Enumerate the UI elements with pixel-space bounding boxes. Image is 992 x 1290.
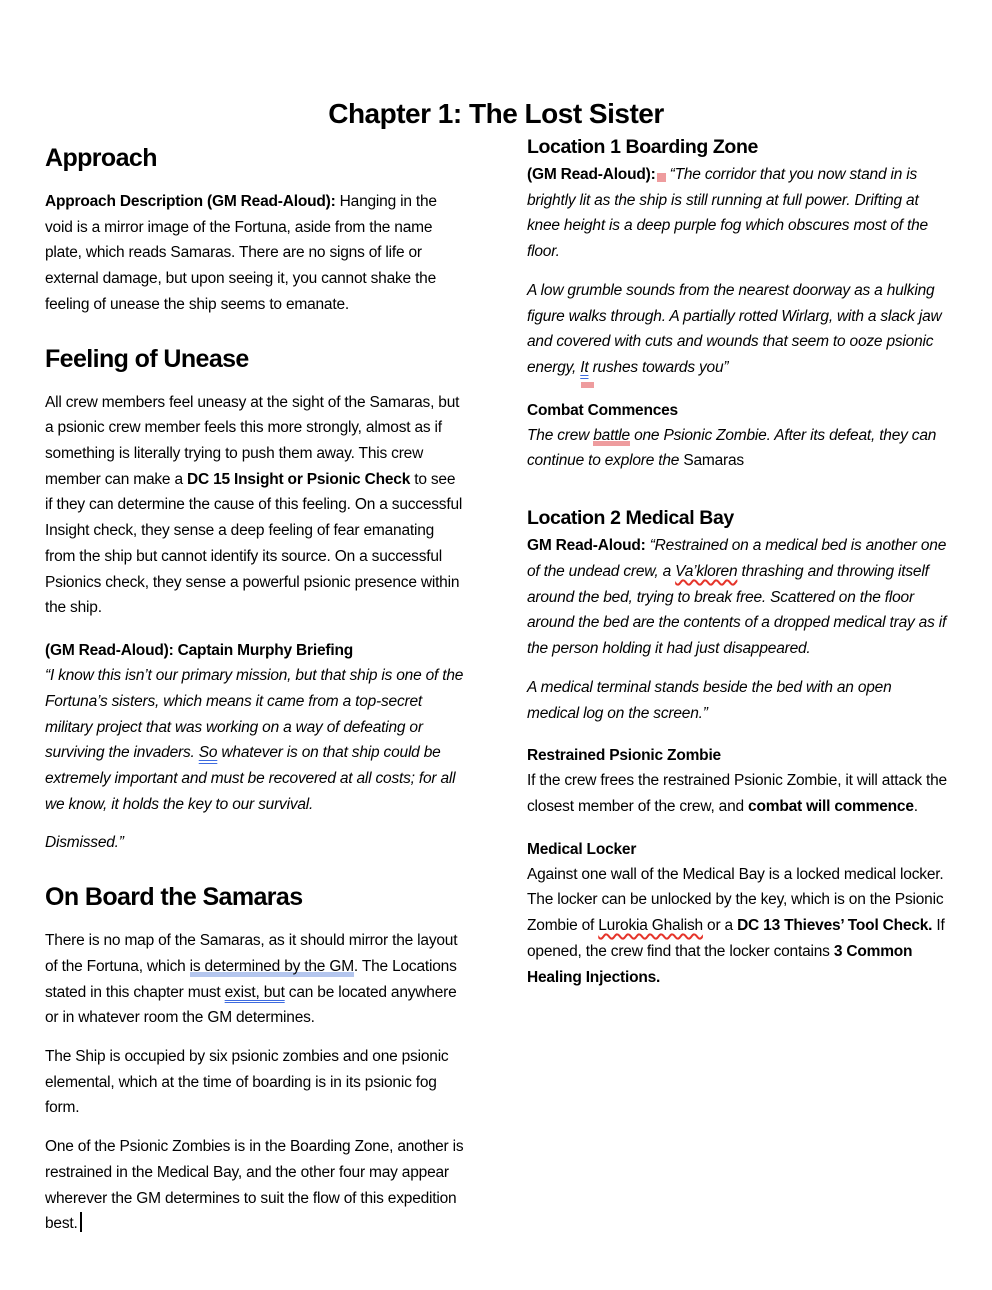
heading-location-1-boarding-zone: Location 1 Boarding Zone xyxy=(527,136,758,158)
grammar-suggestion-it[interactable] xyxy=(580,355,588,381)
spellcheck-lurokia-ghalish[interactable]: Lurokia Ghalish xyxy=(598,917,703,935)
heading-medical-locker: Medical Locker xyxy=(527,840,637,858)
combat-paragraph xyxy=(527,423,947,474)
location1-readaloud-text-2: A low grumble sounds from the nearest doorway as a hulking figure walks through. A partially rotted Wirlarg, with a slack jaw and covered with cuts and wounds that seem to ooze psionic energy, xyxy=(527,281,942,377)
combat-text-samaras: Samaras xyxy=(683,452,744,470)
briefing-text-2: whatever is on that ship could be extremely important and must be recovered at all costs; for all we know, it holds the key to our survival. xyxy=(45,744,456,813)
restrained-text-1: If the crew frees the restrained Psionic Zombie, it will attack the closest member of the crew, and xyxy=(527,772,947,815)
suggestion-marker[interactable] xyxy=(581,382,594,388)
combat-will-commence-text: combat will commence xyxy=(748,797,914,815)
healing-injections-text: 3 Common Healing Injections. xyxy=(527,942,913,986)
right-column xyxy=(527,136,947,1250)
heading-captain-murphy-briefing: (GM Read-Aloud): Captain Murphy Briefing xyxy=(45,642,354,660)
unease-paragraph xyxy=(45,390,465,621)
locker-text-3: If opened, the crew find that the locker contains xyxy=(527,917,945,960)
heading-restrained-psionic-zombie: Restrained Psionic Zombie xyxy=(527,747,721,765)
two-column-layout xyxy=(0,136,992,1250)
briefing-paragraph xyxy=(45,663,465,817)
unease-text-1: All crew members feel uneasy at the sight of the Samaras, but a psionic crew member feels this more strongly, almost as if something is literally trying to push them away. This crew member can make a xyxy=(45,393,460,488)
suggestion-battle[interactable]: battle xyxy=(593,426,630,444)
chapter-title: Chapter 1: The Lost Sister xyxy=(328,98,664,129)
grammar-suggestion-it-text[interactable]: It xyxy=(580,359,589,377)
heading-approach: Approach xyxy=(45,144,157,172)
combat-text-1: The crew xyxy=(527,426,594,444)
restrained-text-2: . xyxy=(913,797,918,815)
locker-paragraph xyxy=(527,862,947,991)
heading-combat-commences: Combat Commences xyxy=(527,401,678,419)
suggestion-is-determined-by-gm[interactable]: is determined by the GM xyxy=(189,957,354,975)
combat-text-2: one Psionic Zombie. After its defeat, they can continue to explore the xyxy=(527,426,937,470)
left-column xyxy=(45,136,465,1250)
approach-lead-label: Approach Description (GM Read-Aloud): xyxy=(45,193,340,210)
location1-paragraph-2 xyxy=(527,278,947,381)
suggestion-marker[interactable] xyxy=(657,173,666,182)
location1-readaloud-text-3: rushes towards you” xyxy=(588,359,729,377)
gm-read-aloud-label-1: (GM Read-Aloud): xyxy=(527,166,656,183)
locker-text-1: Against one wall of the Medical Bay is a locked medical locker. The locker can be unlocked by the key, which is on the Psionic Zombie of xyxy=(527,865,944,935)
onboard-paragraph-3 xyxy=(45,1134,465,1237)
heading-on-board-the-samaras: On Board the Samaras xyxy=(45,883,303,912)
heading-feeling-of-unease: Feeling of Unease xyxy=(45,344,249,373)
dismissed-paragraph: Dismissed.” xyxy=(45,834,124,852)
spellcheck-vakloren[interactable]: Va’kloren xyxy=(675,562,738,580)
approach-body-text: Hanging in the void is a mirror image of the Fortuna, aside from the name plate, which reads Samaras. There are no signs of life or external damage, but upon seeing it, you cannot shake the feeling of unease the ship seems to emanate. xyxy=(45,193,437,313)
location2-readaloud-text-2: thrashing and throwing itself around the bed, trying to break free. Scattered on the floor around the bed are the contents of a dropped medical tray as if the person holding it had just disappeared. xyxy=(527,562,947,658)
dc13-check-text: DC 13 Thieves’ Tool Check. xyxy=(737,917,933,935)
heading-location-2-medical-bay: Location 2 Medical Bay xyxy=(527,507,734,530)
briefing-text-1: “I know this isn’t our primary mission, but that ship is one of the Fortuna’s sisters, which means it came from a top-secret military project that was working on a way of defeating or surviving the invaders. xyxy=(45,667,464,762)
gm-read-aloud-label-2: GM Read-Aloud: xyxy=(527,537,650,555)
grammar-suggestion-exist-but[interactable]: exist, but xyxy=(224,983,285,1001)
onboard-text-3: can be located anywhere or in whatever room the GM determines. xyxy=(45,983,457,1027)
restrained-paragraph xyxy=(527,768,947,819)
dc15-check-text: DC 15 Insight or Psionic Check xyxy=(187,470,411,488)
location2-paragraph-1 xyxy=(527,533,947,662)
location1-paragraph-1 xyxy=(527,162,947,265)
onboard-paragraph-1 xyxy=(45,928,465,1031)
text-cursor xyxy=(80,1212,82,1232)
onboard-text-2: . The Locations stated in this chapter must xyxy=(45,957,457,1001)
onboard-paragraph-2: The Ship is occupied by six psionic zombies and one psionic elemental, which at the time of boarding is in its psionic fog form. xyxy=(45,1047,449,1117)
grammar-suggestion-so[interactable]: So xyxy=(198,744,218,762)
unease-text-2: to see if they can determine the cause of this feeling. On a successful Insight check, they sense a deep feeling of fear emanating from the ship but cannot identify its source. On a successful Psionics check, they sense a powerful psionic presence within the ship. xyxy=(45,470,463,617)
location1-readaloud-text-1: “The corridor that you now stand in is brightly lit as the ship is still running at full power. Drifting at knee height is a deep purple fog which obscures most of the floor. xyxy=(527,166,928,261)
location2-readaloud-text-1: “Restrained on a medical bed is another one of the undead crew, a xyxy=(527,537,947,580)
location2-paragraph-2: A medical terminal stands beside the bed with an open medical log on the screen.” xyxy=(527,678,892,722)
onboard-text-4: One of the Psionic Zombies is in the Boarding Zone, another is restrained in the Medical Bay, and the other four may appear wherever the GM determines to suit the flow of this expedition best. xyxy=(45,1138,464,1233)
locker-text-2: or a xyxy=(702,917,738,935)
onboard-text-1: There is no map of the Samaras, as it should mirror the layout of the Fortuna, which xyxy=(45,932,458,975)
approach-paragraph xyxy=(45,189,465,318)
